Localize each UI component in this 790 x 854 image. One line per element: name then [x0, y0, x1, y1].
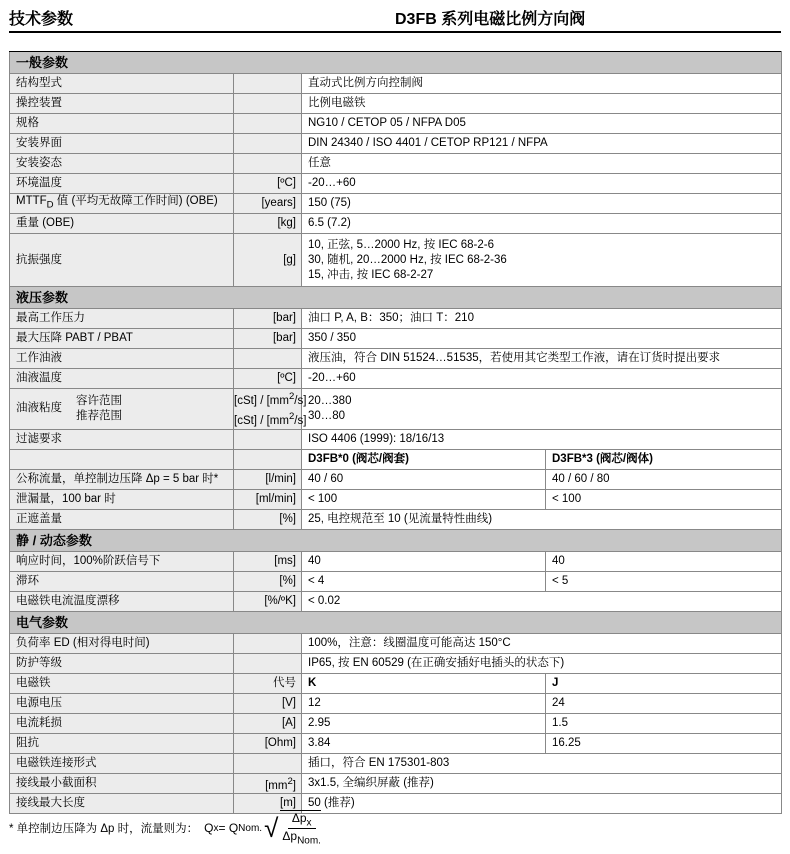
general-param-label: 操控装置	[10, 94, 234, 114]
general-param-value: 6.5 (7.2)	[302, 214, 782, 234]
table-row	[10, 591, 782, 611]
hydraulic-param-unit: [bar]	[234, 309, 302, 329]
nominal-flow-unit: [l/min]	[234, 469, 302, 489]
general-param-label: 结构型式	[10, 74, 234, 94]
general-param-value: 任意	[302, 154, 782, 174]
electric-value-value-b: 24	[546, 693, 782, 713]
general-param-unit: [years]	[234, 194, 302, 214]
viscosity-unit: $[cSt] / [mm^2/s]$ $[cSt] / [mm^2/s]$	[234, 389, 302, 430]
filter-unit	[234, 429, 302, 449]
dynamic-param-unit: [%]	[234, 571, 302, 591]
table-row	[10, 733, 782, 753]
table-row	[10, 469, 782, 489]
table-row	[10, 633, 782, 653]
vibration-values	[302, 234, 782, 287]
table-row	[10, 753, 782, 773]
general-param-value: 比例电磁铁	[302, 94, 782, 114]
current-drift-unit: [%/ºK]	[234, 591, 302, 611]
vibration-label: 抗振强度	[10, 234, 234, 287]
leakage-value-a: < 100	[302, 489, 546, 509]
overlap-unit: [%]	[234, 509, 302, 529]
leakage-label: 泄漏量，100 bar 时	[10, 489, 234, 509]
flow-formula: Q x = Q Nom. √ $\frac{\Delta p_x}{\Delta p_{Nom.}}$	[204, 811, 321, 847]
electric-value-label: 阻抗	[10, 733, 234, 753]
leakage-value-b: < 100	[546, 489, 782, 509]
electric-value-unit: [V]	[234, 693, 302, 713]
dynamic-param-value-a: 40	[302, 551, 546, 571]
viscosity-values: 20…380 30…80	[302, 389, 782, 430]
hydraulic-param-value: -20…+60	[302, 369, 782, 389]
electric-value-value-b: 16.25	[546, 733, 782, 753]
header-left-title: 技术参数	[9, 11, 74, 28]
header-right-title: D3FB 系列电磁比例方向阀	[395, 11, 586, 28]
electric-value-value-b: 1.5	[546, 713, 782, 733]
general-param-unit	[234, 114, 302, 134]
general-param-unit: [ºC]	[234, 174, 302, 194]
general-param-unit	[234, 94, 302, 114]
nominal-flow-value-a: 40 / 60	[302, 469, 546, 489]
table-row	[10, 214, 782, 234]
table-row	[10, 309, 782, 329]
table-row	[10, 551, 782, 571]
solenoid-code-label: 电磁铁	[10, 673, 234, 693]
hydraulic-param-value: 350 / 350	[302, 329, 782, 349]
dynamic-param-label: 滞环	[10, 571, 234, 591]
wire-area-label: 接线最小截面积	[10, 773, 234, 794]
viscosity-label: 油液粘度 容许范围 推荐范围	[10, 389, 234, 430]
general-param-unit	[234, 74, 302, 94]
section-title: 液压参数	[10, 287, 782, 309]
hydraulic-param-label: 最高工作压力	[10, 309, 234, 329]
overlap-label: 正遮盖量	[10, 509, 234, 529]
table-row	[10, 74, 782, 94]
electric-value-label: 电流耗损	[10, 713, 234, 733]
section-title: 电气参数	[10, 611, 782, 633]
table-row	[10, 194, 782, 214]
general-param-value: 直动式比例方向控制阀	[302, 74, 782, 94]
table-row	[10, 571, 782, 591]
table-row	[10, 653, 782, 673]
vibration-line: 30, 随机, 20…2000 Hz, 按 IEC 68-2-36	[308, 253, 507, 266]
general-param-label: 安装姿态	[10, 154, 234, 174]
wire-length-label: 接线最大长度	[10, 794, 234, 814]
table-row	[10, 389, 782, 430]
filter-label: 过滤要求	[10, 429, 234, 449]
wire-area-value: 3x1.5, 全编织屏蔽 (推荐)	[302, 773, 782, 794]
general-param-value: NG10 / CETOP 05 / NFPA D05	[302, 114, 782, 134]
leakage-unit: [ml/min]	[234, 489, 302, 509]
electric-value-unit: [Ohm]	[234, 733, 302, 753]
table-row	[10, 673, 782, 693]
solenoid-code-value-b: J	[546, 673, 782, 693]
electric-param-label: 防护等级	[10, 653, 234, 673]
general-param-value: 150 (75)	[302, 194, 782, 214]
connector-type-unit	[234, 753, 302, 773]
variant-b-header: D3FB*3 (阀芯/阀体)	[546, 449, 782, 469]
table-row	[10, 429, 782, 449]
general-param-unit	[234, 134, 302, 154]
table-row	[10, 134, 782, 154]
table-row	[10, 94, 782, 114]
general-param-unit: [kg]	[234, 214, 302, 234]
table-row	[10, 713, 782, 733]
hydraulic-param-label: 工作油液	[10, 349, 234, 369]
table-row	[10, 329, 782, 349]
current-drift-label: 电磁铁电流温度漂移	[10, 591, 234, 611]
section-header	[10, 287, 782, 309]
general-param-label: 规格	[10, 114, 234, 134]
vibration-line: 10, 正弦, 5…2000 Hz, 按 IEC 68-2-6	[308, 238, 494, 251]
hydraulic-param-value: 液压油，符合 DIN 51524…51535，若使用其它类型工作液，请在订货时提出要求	[302, 349, 782, 369]
dynamic-param-value-b: 40	[546, 551, 782, 571]
wire-length-unit: [m]	[234, 794, 302, 814]
general-param-label: 安装界面	[10, 134, 234, 154]
table-row	[10, 489, 782, 509]
dynamic-param-unit: [ms]	[234, 551, 302, 571]
current-drift-value: < 0.02	[302, 591, 782, 611]
wire-area-unit: $[mm^2]$	[234, 773, 302, 794]
dynamic-param-value-a: < 4	[302, 571, 546, 591]
footnote	[9, 810, 321, 847]
section-header	[10, 611, 782, 633]
hydraulic-param-label: 最大压降 PABT / PBAT	[10, 329, 234, 349]
electric-value-unit: [A]	[234, 713, 302, 733]
header-rule	[9, 31, 781, 33]
electric-param-value: 100%，注意：线圈温度可能高达 150°C	[302, 633, 782, 653]
spec-table	[9, 51, 782, 814]
nominal-flow-label: 公称流量，单控制边压降 Δp = 5 bar 时*	[10, 469, 234, 489]
table-row	[10, 114, 782, 134]
hydraulic-param-unit: [bar]	[234, 329, 302, 349]
table-row	[10, 509, 782, 529]
general-param-label: 重量 (OBE)	[10, 214, 234, 234]
general-param-label: $MTTF_D$ 值 (平均无故障工作时间) (OBE)	[10, 194, 234, 214]
table-row	[10, 449, 782, 469]
section-header	[10, 529, 782, 551]
overlap-value: 25, 电控规范至 10 (见流量特性曲线)	[302, 509, 782, 529]
dynamic-param-value-b: < 5	[546, 571, 782, 591]
hydraulic-param-unit: [ºC]	[234, 369, 302, 389]
filter-value: ISO 4406 (1999): 18/16/13	[302, 429, 782, 449]
general-param-label: 环境温度	[10, 174, 234, 194]
table-row	[10, 174, 782, 194]
variant-a-header: D3FB*0 (阀芯/阀套)	[302, 449, 546, 469]
electric-param-label: 负荷率 ED (相对得电时间)	[10, 633, 234, 653]
dynamic-param-label: 响应时间，100%阶跃信号下	[10, 551, 234, 571]
table-row	[10, 234, 782, 287]
table-row	[10, 369, 782, 389]
footnote-text: * 单控制边压降为 Δp 时，流量则为：	[9, 823, 199, 836]
electric-value-value-a: 12	[302, 693, 546, 713]
table-row	[10, 349, 782, 369]
section-header	[10, 52, 782, 74]
electric-value-value-a: 2.95	[302, 713, 546, 733]
wire-length-value: 50 (推荐)	[302, 794, 782, 814]
vibration-unit: [g]	[234, 234, 302, 287]
electric-value-label: 电源电压	[10, 693, 234, 713]
connector-type-label: 电磁铁连接形式	[10, 753, 234, 773]
hydraulic-param-unit	[234, 349, 302, 369]
variant-spacer-label	[10, 449, 234, 469]
table-row	[10, 154, 782, 174]
hydraulic-param-label: 油液温度	[10, 369, 234, 389]
general-param-unit	[234, 154, 302, 174]
general-param-value: DIN 24340 / ISO 4401 / CETOP RP121 / NFPA	[302, 134, 782, 154]
electric-param-unit	[234, 633, 302, 653]
electric-param-unit	[234, 653, 302, 673]
general-param-value: -20…+60	[302, 174, 782, 194]
electric-value-value-a: 3.84	[302, 733, 546, 753]
table-row	[10, 773, 782, 794]
electric-param-value: IP65, 按 EN 60529 (在正确安插好电插头的状态下)	[302, 653, 782, 673]
solenoid-code-value-a: K	[302, 673, 546, 693]
sqrt-symbol: √ $\frac{\Delta p_x}{\Delta p_{Nom.}}$	[264, 811, 321, 847]
connector-type-value: 插口，符合 EN 175301-803	[302, 753, 782, 773]
nominal-flow-value-b: 40 / 60 / 80	[546, 469, 782, 489]
vibration-line: 15, 冲击, 按 IEC 68-2-27	[308, 268, 434, 281]
section-title: 静 / 动态参数	[10, 529, 782, 551]
variant-spacer-unit	[234, 449, 302, 469]
section-title: 一般参数	[10, 52, 782, 74]
hydraulic-param-value: 油口 P, A, B：350；油口 T：210	[302, 309, 782, 329]
solenoid-code-unit: 代号	[234, 673, 302, 693]
table-row	[10, 693, 782, 713]
